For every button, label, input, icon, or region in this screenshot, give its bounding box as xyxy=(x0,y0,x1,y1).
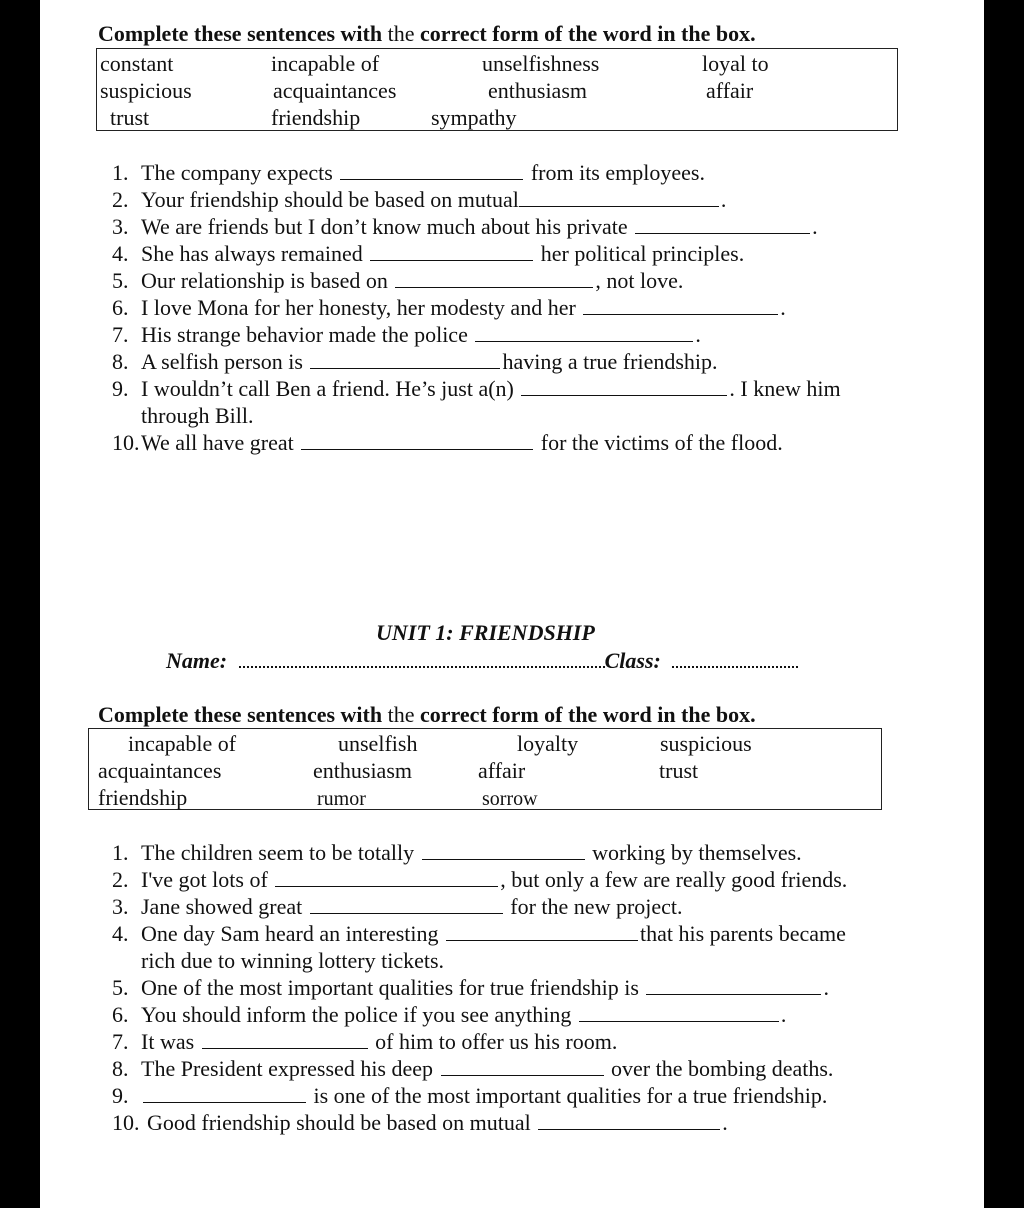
item-number: 3. xyxy=(112,894,129,919)
word-box-1-item: incapable of xyxy=(271,51,380,76)
answer-blank[interactable] xyxy=(301,432,533,450)
item-text: . xyxy=(695,322,701,347)
instruction-1-part1: Complete these sentences with xyxy=(98,21,383,46)
item-text: Good friendship should be based on mutual xyxy=(147,1110,531,1135)
item-text: You should inform the police if you see anything xyxy=(141,1002,572,1027)
answer-blank[interactable] xyxy=(370,243,533,261)
answer-blank[interactable] xyxy=(446,923,638,941)
word-box-1-item: suspicious xyxy=(100,78,192,103)
item-text: that his parents became xyxy=(640,921,846,946)
item-number: 3. xyxy=(112,214,129,239)
word-box-2-item: incapable of xyxy=(128,731,237,756)
item-text: . xyxy=(780,1002,787,1027)
item-text: One of the most important qualities for true friendship is xyxy=(141,975,639,1000)
item-text: is one of the most important qualities for a true friendship. xyxy=(313,1083,828,1108)
item-number: 10. xyxy=(112,430,140,455)
item-number: 10. xyxy=(112,1110,140,1135)
item-text: We all have great xyxy=(141,430,294,455)
item-number: 6. xyxy=(112,295,129,320)
item-text: for the victims of the flood. xyxy=(540,430,783,455)
word-box-2-item: enthusiasm xyxy=(313,758,412,783)
answer-blank[interactable] xyxy=(521,378,727,396)
item-number: 5. xyxy=(112,975,129,1000)
exercise-1-item-10 xyxy=(141,432,783,454)
item-number: 5. xyxy=(112,268,129,293)
item-text: . I knew him xyxy=(729,376,841,401)
item-text: The company expects xyxy=(141,160,333,185)
exercise-2-item-10 xyxy=(147,1112,728,1134)
exercise-2-item-8 xyxy=(141,1058,833,1080)
item-number: 8. xyxy=(112,1056,129,1081)
answer-blank[interactable] xyxy=(646,977,821,995)
word-box-2-item: trust xyxy=(659,758,699,783)
exercise-2-item-4 xyxy=(141,923,846,945)
item-number: 9. xyxy=(112,376,129,401)
item-text: working by themselves. xyxy=(592,840,802,865)
exercise-1-item-9 xyxy=(141,378,841,400)
word-box-1-item: trust xyxy=(110,105,150,130)
instruction-2-part3: correct form of the word in the box. xyxy=(420,702,756,727)
word-box-2-item: friendship xyxy=(98,785,188,810)
item-text: , but only a few are really good friends. xyxy=(500,867,848,892)
answer-blank[interactable] xyxy=(310,896,503,914)
item-text: . xyxy=(720,187,727,212)
exercise-1-item-8 xyxy=(141,351,718,373)
answer-blank[interactable] xyxy=(143,1085,306,1103)
exercise-1-item-7 xyxy=(141,324,701,346)
item-text: . xyxy=(823,975,829,1000)
word-box-2-item: acquaintances xyxy=(98,758,222,783)
worksheet-page xyxy=(40,0,984,1208)
exercise-2-item-3 xyxy=(141,896,683,918)
answer-blank[interactable] xyxy=(583,297,778,315)
answer-blank[interactable] xyxy=(538,1112,720,1130)
word-box-1-item: sympathy xyxy=(431,105,517,130)
word-box-2-item: suspicious xyxy=(660,731,752,756)
item-text: The President expressed his deep xyxy=(141,1056,434,1081)
item-text: We are friends but I don’t know much about his private xyxy=(141,214,628,239)
word-box-1-item: enthusiasm xyxy=(488,78,587,103)
item-number: 2. xyxy=(112,867,129,892)
item-text: The children seem to be totally xyxy=(141,840,415,865)
answer-blank[interactable] xyxy=(519,189,719,207)
word-box-2-item: loyalty xyxy=(517,731,579,756)
word-box-2 xyxy=(88,728,882,810)
name-field[interactable] xyxy=(239,652,605,668)
item-text: She has always remained xyxy=(141,241,363,266)
word-box-1-item: affair xyxy=(706,78,754,103)
exercise-2-item-2 xyxy=(141,869,847,891)
answer-blank[interactable] xyxy=(275,869,498,887)
item-text: . xyxy=(722,1110,728,1135)
item-number: 7. xyxy=(112,322,129,347)
name-label: Name: xyxy=(166,648,228,673)
item-text: . xyxy=(780,295,786,320)
exercise-2-item-5 xyxy=(141,977,829,999)
instruction-1-part3: correct form of the word in the box. xyxy=(420,21,756,46)
item-text: I love Mona for her honesty, her modesty and her xyxy=(141,295,576,320)
answer-blank[interactable] xyxy=(475,324,693,342)
item-number: 1. xyxy=(112,840,129,865)
word-box-1-item: friendship xyxy=(271,105,361,130)
item-text: , not love. xyxy=(595,268,684,293)
name-class-line xyxy=(166,650,798,672)
exercise-2-item-9 xyxy=(141,1085,827,1107)
instruction-1 xyxy=(98,23,756,45)
item-text: from its employees. xyxy=(530,160,705,185)
item-text: Jane showed great xyxy=(141,894,303,919)
exercise-2-item-1 xyxy=(141,842,802,864)
answer-blank[interactable] xyxy=(310,351,500,369)
answer-blank[interactable] xyxy=(395,270,593,288)
exercise-1-item-2 xyxy=(141,189,726,211)
item-text: A selfish person is xyxy=(141,349,303,374)
item-text: One day Sam heard an interesting xyxy=(141,921,439,946)
word-box-1-item: acquaintances xyxy=(273,78,397,103)
class-field[interactable] xyxy=(672,652,798,668)
item-number: 7. xyxy=(112,1029,129,1054)
word-box-1 xyxy=(96,48,898,131)
exercise-1-item-6 xyxy=(141,297,786,319)
item-number: 2. xyxy=(112,187,129,212)
item-number: 9. xyxy=(112,1083,129,1108)
item-text: over the bombing deaths. xyxy=(611,1056,834,1081)
item-text: I've got lots of xyxy=(141,867,268,892)
instruction-2-part1: Complete these sentences with xyxy=(98,702,383,727)
answer-blank[interactable] xyxy=(441,1058,604,1076)
item-number: 4. xyxy=(112,241,129,266)
item-number: 8. xyxy=(112,349,129,374)
answer-blank[interactable] xyxy=(340,162,523,180)
item-text: having a true friendship. xyxy=(502,349,718,374)
item-continuation: rich due to winning lottery tickets. xyxy=(141,948,445,973)
exercise-1-item-1 xyxy=(141,162,705,184)
item-text: It was xyxy=(141,1029,195,1054)
word-box-2-item: unselfish xyxy=(338,731,418,756)
item-text: Our relationship is based on xyxy=(141,268,388,293)
item-text: of him to offer us his room. xyxy=(375,1029,618,1054)
answer-blank[interactable] xyxy=(579,1004,779,1022)
word-box-2-item: affair xyxy=(478,758,526,783)
answer-blank[interactable] xyxy=(202,1031,368,1049)
word-box-1-item: constant xyxy=(100,51,174,76)
exercise-2-item-7 xyxy=(141,1031,617,1053)
unit-title: UNIT 1: FRIENDSHIP xyxy=(376,620,595,645)
word-box-1-item: loyal to xyxy=(702,51,769,76)
word-box-2-item: rumor xyxy=(317,788,366,810)
exercise-2-item-6 xyxy=(141,1004,786,1026)
item-number: 6. xyxy=(112,1002,129,1027)
word-box-1-item: unselfishness xyxy=(482,51,600,76)
exercise-1-item-5 xyxy=(141,270,683,292)
answer-blank[interactable] xyxy=(422,842,585,860)
item-number: 1. xyxy=(112,160,129,185)
item-text: I wouldn’t call Ben a friend. He’s just a(n) xyxy=(141,376,514,401)
instruction-2 xyxy=(98,704,756,726)
word-box-2-item: sorrow xyxy=(482,788,538,810)
instruction-1-part2: the xyxy=(387,21,415,46)
exercise-1-item-4 xyxy=(141,243,744,265)
item-continuation: through Bill. xyxy=(141,403,254,428)
item-text: her political principles. xyxy=(540,241,745,266)
instruction-2-part2: the xyxy=(387,702,415,727)
item-number: 4. xyxy=(112,921,129,946)
item-text: Your friendship should be based on mutual xyxy=(141,187,519,212)
item-text: His strange behavior made the police xyxy=(141,322,468,347)
class-label: Class: xyxy=(604,648,661,673)
answer-blank[interactable] xyxy=(635,216,810,234)
item-text: . xyxy=(812,214,818,239)
exercise-1-item-3 xyxy=(141,216,818,238)
item-text: for the new project. xyxy=(510,894,683,919)
